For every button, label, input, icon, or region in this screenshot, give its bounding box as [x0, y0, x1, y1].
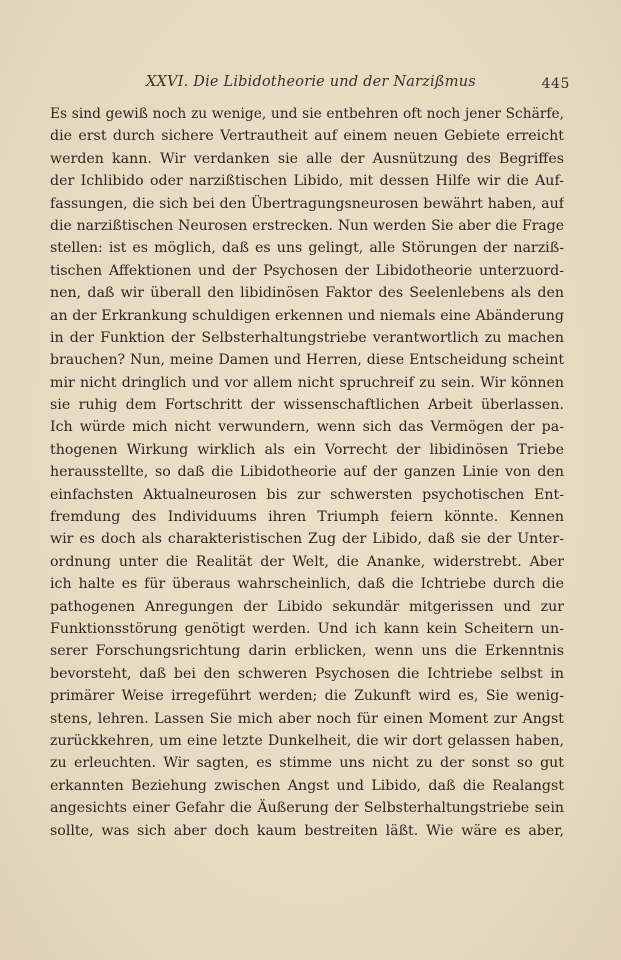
text-line: Es sind gewiß noch zu wenige, und sie entbehren oft noch jener Schärfe,	[50, 106, 564, 122]
text-line: fremdung des Individuums ihren Triumph feiern könnte. Kennen	[50, 509, 564, 526]
text-line: zurückkehren, um eine letzte Dunkelheit, die wir dort gelassen haben,	[50, 732, 564, 749]
text-line: sollte, was sich aber doch kaum bestreiten läßt. Wie wäre es aber,	[50, 822, 564, 839]
text-line: zu erleuchten. Wir sagten, es stimme uns nicht zu der sonst so gut	[50, 755, 564, 772]
text-line: in der Funktion der Selbsterhaltungstriebe verantwortlich zu machen	[50, 329, 564, 346]
text-line: wir es doch als charakteristischen Zug der Libido, daß sie der Unter-	[50, 531, 564, 548]
text-line: ich halte es für überaus wahrscheinlich, daß die Ichtriebe durch die	[50, 576, 564, 593]
text-line: die narzißtischen Neurosen erstrecken. Nun werden Sie aber die Frage	[50, 217, 564, 234]
text-line: an der Erkrankung schuldigen erkennen und niemals eine Abänderung	[50, 307, 564, 324]
text-line: Ich würde mich nicht verwundern, wenn sich das Vermögen der pa-	[50, 419, 564, 436]
text-line: der Ichlibido oder narzißtischen Libido, mit dessen Hilfe wir die Auf-	[50, 173, 564, 190]
text-line: ordnung unter die Realität der Welt, die Ananke, widerstrebt. Aber	[50, 553, 564, 570]
text-line: nen, daß wir überall den libidinösen Faktor des Seelenlebens als den	[50, 285, 564, 302]
running-title: XXVI. Die Libidotheorie und der Narzißmus	[146, 74, 476, 90]
text-line: sie ruhig dem Fortschritt der wissenschaftlichen Arbeit überlassen.	[50, 397, 564, 414]
text-line: mir nicht dringlich und vor allem nicht spruchreif zu sein. Wir können	[50, 374, 564, 391]
text-line: einfachsten Aktualneurosen bis zur schwersten psychotischen Ent-	[50, 486, 564, 503]
text-line: Funktionsstörung genötigt werden. Und ich kann kein Scheitern un-	[50, 620, 564, 637]
text-line: serer Forschungsrichtung darin erblicken, wenn uns die Erkenntnis	[50, 643, 564, 660]
page-number: 445	[541, 76, 570, 92]
body-text	[50, 103, 564, 842]
text-line: pathogenen Anregungen der Libido sekundär mitgerissen und zur	[50, 598, 564, 615]
text-line: werden kann. Wir verdanken sie alle der Ausnützung des Begriffes	[50, 150, 564, 167]
text-line: bevorsteht, daß bei den schweren Psychosen die Ichtriebe selbst in	[50, 665, 564, 682]
running-header	[60, 74, 570, 96]
text-line: stellen: ist es möglich, daß es uns gelingt, alle Störungen der narziß-	[50, 240, 564, 257]
text-line: fassungen, die sich bei den Übertragungsneurosen bewährt haben, auf	[50, 195, 564, 212]
text-line: stens, lehren. Lassen Sie mich aber noch für einen Moment zur Angst	[50, 710, 564, 727]
text-line: angesichts einer Gefahr die Äußerung der Selbsterhaltungstriebe sein	[50, 800, 564, 817]
text-line: herausstellte, so daß die Libidotheorie auf der ganzen Linie von den	[50, 464, 564, 481]
text-line: brauchen? Nun, meine Damen und Herren, diese Entscheidung scheint	[50, 352, 564, 369]
text-line: tischen Affektionen und der Psychosen der Libidotheorie unterzuord-	[50, 262, 564, 279]
text-line: die erst durch sichere Vertrautheit auf einem neuen Gebiete erreicht	[50, 128, 564, 145]
text-line: primärer Weise irregeführt werden; die Zukunft wird es, Sie wenig-	[50, 688, 564, 705]
text-line: thogenen Wirkung wirklich als ein Vorrecht der libidinösen Triebe	[50, 441, 564, 458]
text-line: erkannten Beziehung zwischen Angst und Libido, daß die Realangst	[50, 777, 564, 794]
